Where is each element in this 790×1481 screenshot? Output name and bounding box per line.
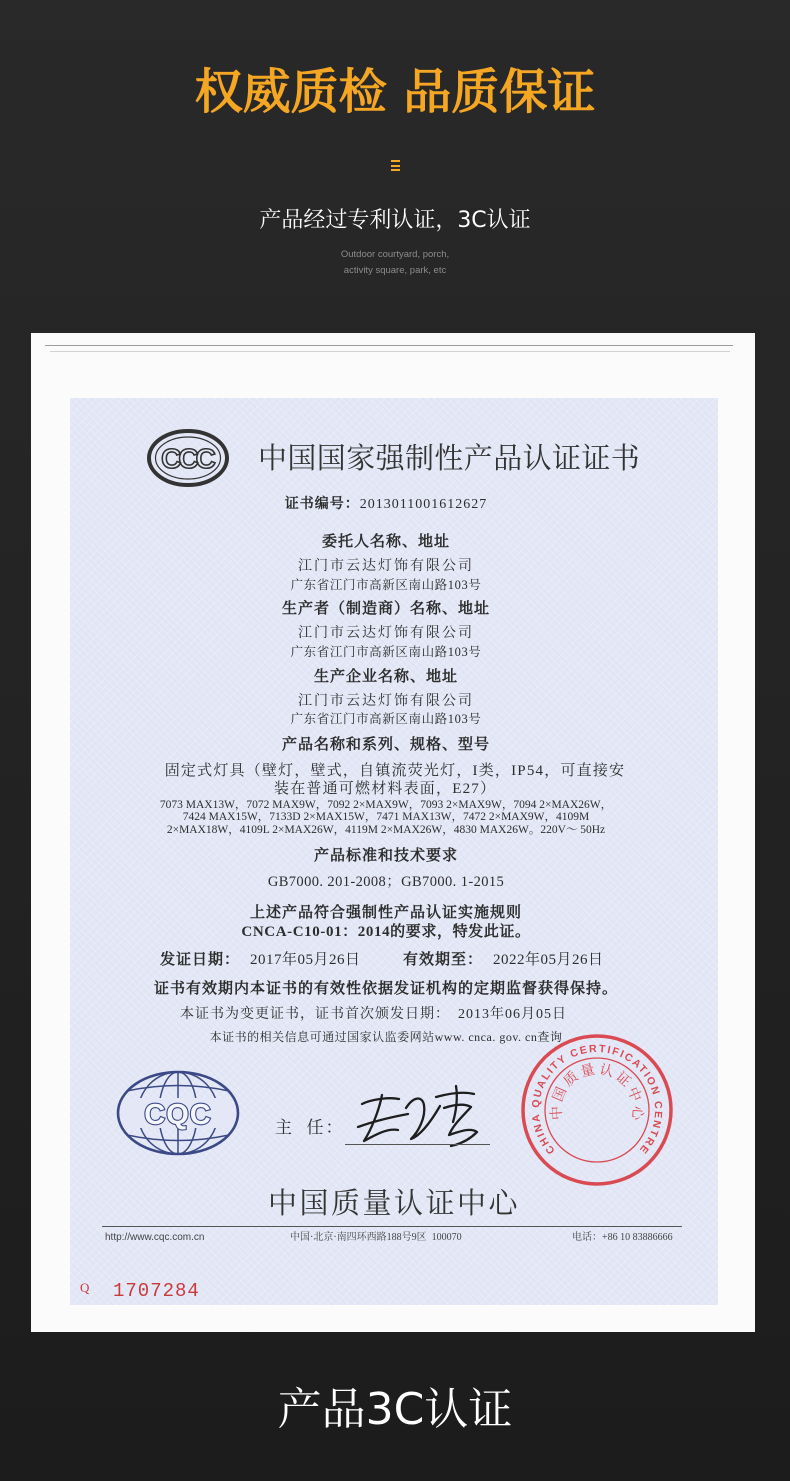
models-line-2: 7424 MAX15W，7133D 2×MAX15W，7471 MAX13W，7472 2×MAX9W，4109M xyxy=(182,811,590,823)
issuer-name: 中国质量认证中心 xyxy=(267,1186,520,1220)
caption-line-2: activity square, park, etc xyxy=(343,265,447,276)
conformity-line-1: 上述产品符合强制性产品认证实施规则 xyxy=(249,905,522,921)
ccc-logo xyxy=(146,428,230,488)
footer-phone xyxy=(572,1232,673,1244)
triple-bar-icon xyxy=(391,159,400,172)
factory-heading: 生产企业名称、地址 xyxy=(313,669,458,685)
client-address: 广东省江门市高新区南山路103号 xyxy=(290,578,482,592)
client-name: 江门市云达灯饰有限公司 xyxy=(298,559,474,574)
first-issue-date: 2013年06月05日 xyxy=(458,1007,567,1022)
standard-value: GB7000. 201-2008；GB7000. 1-2015 xyxy=(267,874,505,890)
factory-address: 广东省江门市高新区南山路103号 xyxy=(290,712,482,726)
expiry-date-line xyxy=(403,952,604,968)
factory-name: 江门市云达灯饰有限公司 xyxy=(298,694,474,709)
client-heading: 委托人名称、地址 xyxy=(321,534,450,550)
product-heading: 产品名称和系列、规格、型号 xyxy=(281,737,490,753)
expiry-date-value: 2022年05月26日 xyxy=(493,952,604,968)
manufacturer-heading: 生产者（制造商）名称、地址 xyxy=(281,601,490,617)
hero-subtitle: 产品经过专利认证，3C认证 xyxy=(259,208,531,233)
footer-website: http://www.cqc.com.cn xyxy=(105,1232,205,1243)
bottom-title: 产品3C认证 xyxy=(277,1384,513,1435)
serial-prefix: Q xyxy=(80,1280,90,1295)
hero-title: 权威质检 品质保证 xyxy=(194,64,596,120)
serial-number: 1707284 xyxy=(113,1280,200,1302)
footer-phone-label: 电话： xyxy=(572,1232,602,1243)
models-line-3: 2×MAX18W，4109L 2×MAX26W，4119M 2×MAX26W，4830 MAX26W。220V～ 50Hz xyxy=(166,824,606,836)
manufacturer-name: 江门市云达灯饰有限公司 xyxy=(298,626,474,641)
product-description-line-2: 装在普通可燃材料表面，E27） xyxy=(274,781,497,797)
expiry-date-label: 有效期至： xyxy=(403,952,484,968)
cqc-logo-text: CQC xyxy=(144,1099,212,1131)
footer-address: 中国·北京·南四环西路188号9区 100070 xyxy=(290,1232,462,1243)
manufacturer-address: 广东省江门市高新区南山路103号 xyxy=(290,645,482,659)
signature-line xyxy=(345,1144,490,1145)
footer-phone-value: +86 10 83886666 xyxy=(602,1232,673,1243)
conformity-line-2: CNCA-C10-01：2014的要求，特发此证。 xyxy=(241,924,531,940)
scan-edge-line xyxy=(50,351,730,352)
seal-inner-text: 中国质量认证中心 xyxy=(548,1061,646,1121)
validity-note: 证书有效期内本证书的有效性依据发证机构的定期监督获得保持。 xyxy=(153,981,618,997)
issue-date-line xyxy=(160,952,361,968)
query-note: 本证书的相关信息可通过国家认监委网站www. cnca. gov. cn查询 xyxy=(209,1030,563,1044)
issue-date-label: 发证日期： xyxy=(160,952,241,968)
cqc-logo xyxy=(113,1069,243,1157)
scan-edge-line xyxy=(45,345,733,346)
footer-rule xyxy=(102,1226,682,1227)
change-note xyxy=(180,1007,567,1023)
triple-bar-icon-bar xyxy=(391,165,400,167)
certification-seal xyxy=(512,1025,682,1195)
certificate-number-label: 证书编号： xyxy=(284,497,360,512)
certificate-number-value: 2013011001612627 xyxy=(359,497,488,512)
standard-heading: 产品标准和技术要求 xyxy=(313,848,458,864)
models-line-1: 7073 MAX13W，7072 MAX9W，7092 2×MAX9W，7093 2×MAX9W，7094 2×MAX26W， xyxy=(159,799,613,811)
ccc-logo-text: CCC xyxy=(161,443,213,474)
triple-bar-icon-bar xyxy=(391,160,400,162)
svg-text:CHINA QUALITY CERTIFICATION CE xyxy=(530,1043,664,1156)
certificate-number xyxy=(86,497,686,513)
director-signature xyxy=(352,1078,497,1148)
issue-date-value: 2017年05月26日 xyxy=(250,952,361,968)
product-description-line-1: 固定式灯具（壁灯，壁式，自镇流荧光灯，I类，IP54，可直接安 xyxy=(164,763,626,779)
seal-outer-text: CHINA QUALITY CERTIFICATION CENTRE xyxy=(529,1042,665,1157)
change-note-label: 本证书为变更证书，证书首次颁发日期： xyxy=(180,1007,450,1022)
director-label: 主 任： xyxy=(275,1118,345,1137)
caption-line-1: Outdoor courtyard, porch, xyxy=(340,249,450,260)
triple-bar-icon-bar xyxy=(391,169,400,171)
certificate-title: 中国国家强制性产品认证证书 xyxy=(258,441,641,475)
